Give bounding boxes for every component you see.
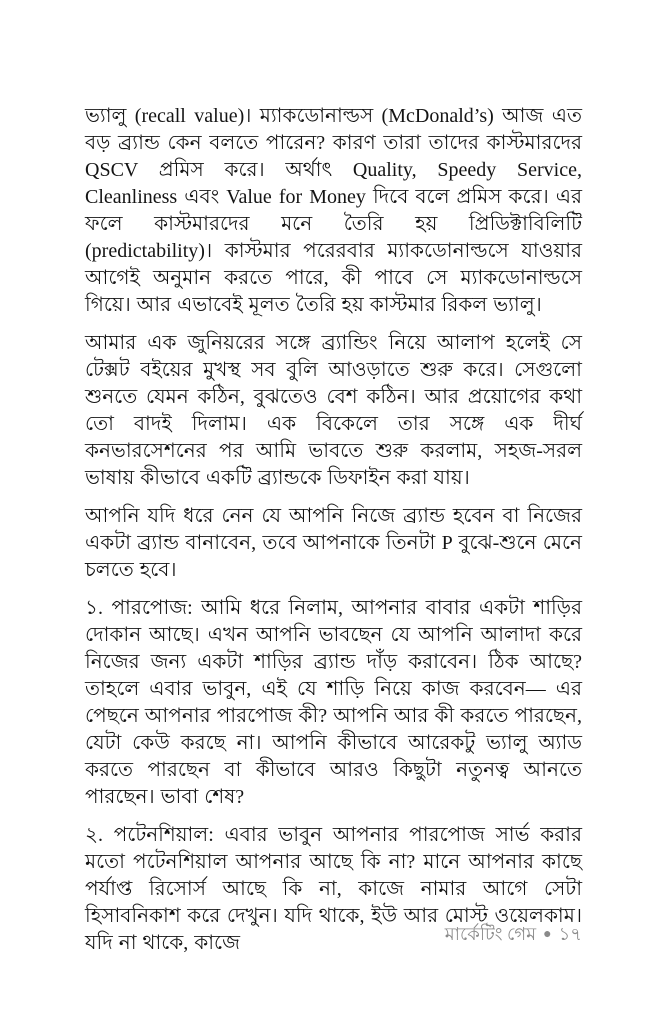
page-footer [445, 921, 582, 947]
paragraph: আপনি যদি ধরে নেন যে আপনি নিজে ব্র্যান্ড হবেন বা নিজের একটা ব্র্যান্ড বানাবেন, তবে আপনাকে তিনটা P বুঝে-শুনে মেনে চলতে হবে। [85, 505, 582, 581]
paragraph-numbered-1-purpose: ১. পারপোজ: আমি ধরে নিলাম, আপনার বাবার একটা শাড়ির দোকান আছে। এখন আপনি ভাবছেন যে আপনি আলাদা করে নিজের জন্য একটা শাড়ির ব্র্যান্ড দাঁড় করাবেন। ঠিক আছে? তাহলে এবার ভাবুন, এই যে শাড়ি নিয়ে কাজ করবেন— এর পেছনে আপনার পারপোজ কী? আপনি আর কী করতে পারছেন, যেটা কেউ করছে না। আপনি কীভাবে আরেকটু ভ্যালু অ্যাড করতে পারছেন বা কীভাবে আরও কিছুটা নতুনত্ব আনতে পারছেন। ভাবা শেষ? [85, 597, 582, 808]
paragraph: ভ্যালু (recall value)। ম্যাকডোনাল্ডস (McDonald’s) আজ এত বড় ব্র্যান্ড কেন বলতে পারেন? কারণ তারা তাদের কাস্টমারদের QSCV প্রমিস করে। অর্থাৎ Quality, Speedy Service, Cleanliness এবং Value for Money দিবে বলে প্রমিস করে। এর ফলে কাস্টমারদের মনে তৈরি হয় প্রিডিক্টাবিলিটি (predictability)। কাস্টমার পরেরবার ম্যাকডোনাল্ডসে যাওয়ার আগেই অনুমান করতে পারে, কী পাবে সে ম্যাকডোনাল্ডসে গিয়ে। আর এভাবেই মূলত তৈরি হয় কাস্টমার রিকল ভ্যালু। [85, 105, 582, 316]
paragraph: আমার এক জুনিয়রের সঙ্গে ব্র্যান্ডিং নিয়ে আলাপ হলেই সে টেক্সট বইয়ের মুখস্থ সব বুলি আওড়াতে শুরু করে। সেগুলো শুনতে যেমন কঠিন, বুঝতেও বেশ কঠিন। আর প্রয়োগের কথা তো বাদই দিলাম। এক বিকেলে তার সঙ্গে এক দীর্ঘ কনভারসেশনের পর আমি ভাবতে শুরু করলাম, সহজ-সরল ভাষায় কীভাবে একটি ব্র্যান্ডকে ডিফাইন করা যায়। [85, 332, 582, 489]
paragraph-numbered-2-potential: ২. পটেনশিয়াল: এবার ভাবুন আপনার পারপোজ সার্ভ করার মতো পটেনশিয়াল আপনার আছে কি না? মানে আপনার কাছে পর্যাপ্ত রিসোর্স আছে কি না, কাজে নামার আগে সেটা হিসাবনিকাশ করে দেখুন। যদি থাকে, ইউ আর মোস্ট ওয়েলকাম। যদি না থাকে, কাজে [85, 824, 582, 954]
footer-book-title: মার্কেটিং গেম [444, 924, 537, 944]
footer-separator-dot-icon: ● [543, 927, 552, 942]
page-text-block [85, 103, 582, 968]
footer-page-number: ১৭ [558, 924, 582, 944]
